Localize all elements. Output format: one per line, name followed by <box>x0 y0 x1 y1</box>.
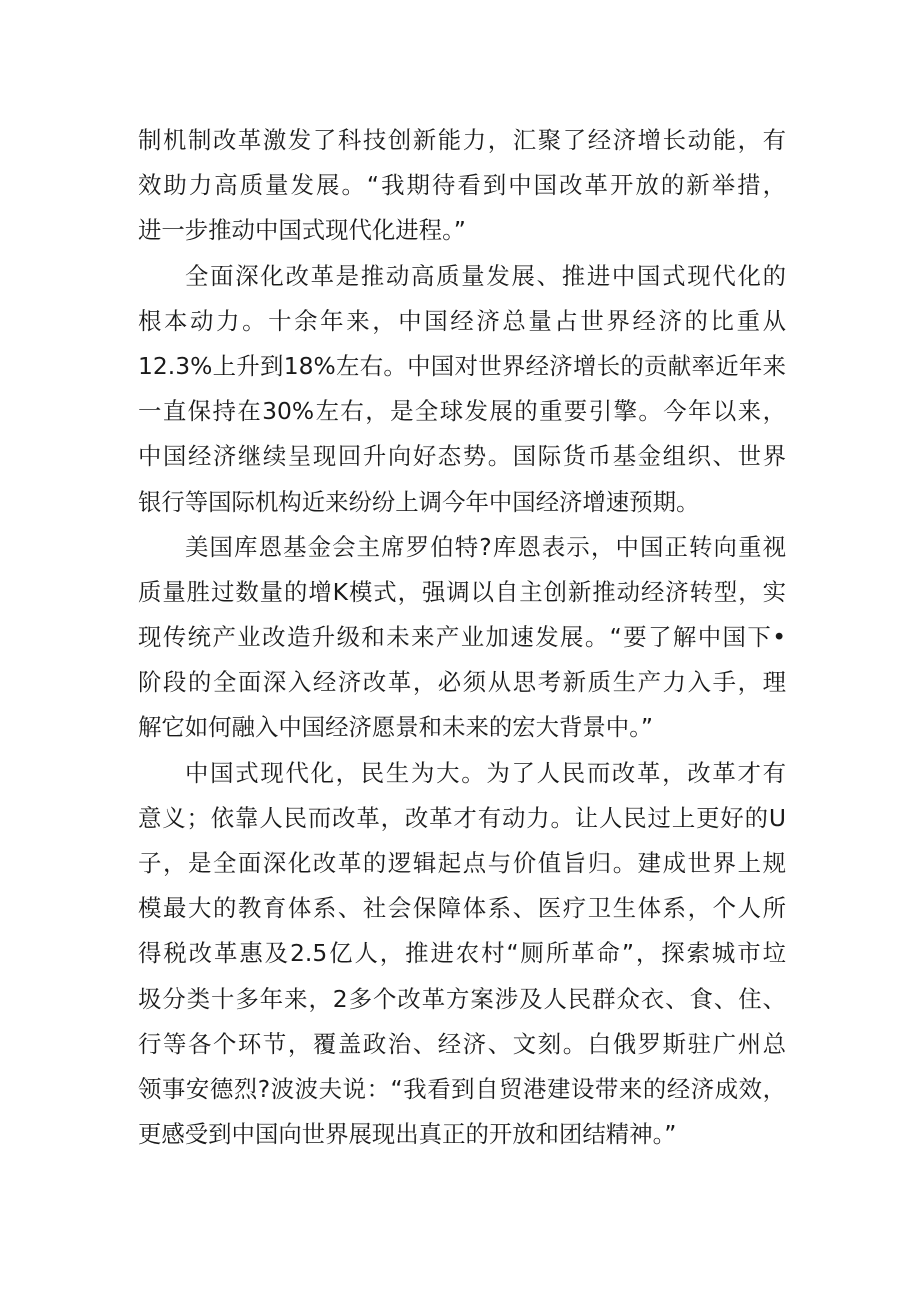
text-line: 现传统产业改造升级和未来产业加速发展。“要了解中国下• <box>138 623 786 652</box>
document-body <box>138 118 786 1157</box>
text-line: 美国库恩基金会主席罗伯特?库恩表示，中国正转向重视 <box>185 532 786 561</box>
text-line: 效助力高质量发展。“我期待看到中国改革开放的新举措， <box>138 171 786 200</box>
text-line: 制机制改革激发了科技创新能力，汇聚了经济增长动能，有 <box>138 126 786 154</box>
text-line: 得税改革惠及2.5亿人，推进农村“厕所革命”，探索城市垃 <box>138 939 786 968</box>
text-line: 银行等国际机构近来纷纷上调今年中国经济增速预期。 <box>138 487 700 516</box>
text-line: 子，是全面深化改革的逻辑起点与价值旨归。建成世界上规 <box>138 849 786 877</box>
text-line: 全面深化改革是推动高质量发展、推进中国式现代化的 <box>185 261 786 290</box>
text-line: 质量胜过数量的增K模式，强调以自主创新推动经济转型，实 <box>138 577 786 606</box>
paragraph-2 <box>138 254 786 525</box>
text-line: 一直保持在30%左右，是全球发展的重要引擎。今年以来， <box>138 397 786 426</box>
text-line: 更感受到中国向世界展现出真正的开放和团结精神。” <box>138 1120 677 1149</box>
paragraph-1 <box>138 118 786 254</box>
text-line: 12.3%上升到18%左右。中国对世界经济增长的贡献率近年来 <box>138 351 786 380</box>
paragraph-4 <box>138 751 786 1158</box>
text-line: 中国经济继续呈现回升向好态势。国际货币基金组织、世界 <box>138 442 786 471</box>
text-line: 根本动力。十余年来，中国经济总量占世界经济的比重从 <box>138 306 786 335</box>
text-line: 模最大的教育体系、社会保障体系、医疗卫生体系，个人所 <box>138 894 786 923</box>
text-line: 意义；依靠人民而改革，改革才有动力。让人民过上更好的U <box>138 803 786 832</box>
text-line: 中国式现代化，民生为大。为了人民而改革，改革才有 <box>185 758 786 787</box>
text-line: 领事安德烈?波波夫说：“我看到自贸港建设带来的经济成效， <box>138 1074 786 1103</box>
text-line: 圾分类十多年来，2多个改革方案涉及人民群众衣、食、住、 <box>138 984 786 1013</box>
text-line: 进一步推动中国式现代化进程。” <box>138 216 466 245</box>
text-line: 行等各个环节，覆盖政治、经济、文刻。白俄罗斯驻广州总 <box>138 1029 786 1058</box>
text-line: 阶段的全面深入经济改革，必须从思考新质生产力入手，理 <box>138 668 786 697</box>
paragraph-3 <box>138 525 786 751</box>
text-line: 解它如何融入中国经济愿景和未来的宏大背景中。” <box>138 713 654 742</box>
